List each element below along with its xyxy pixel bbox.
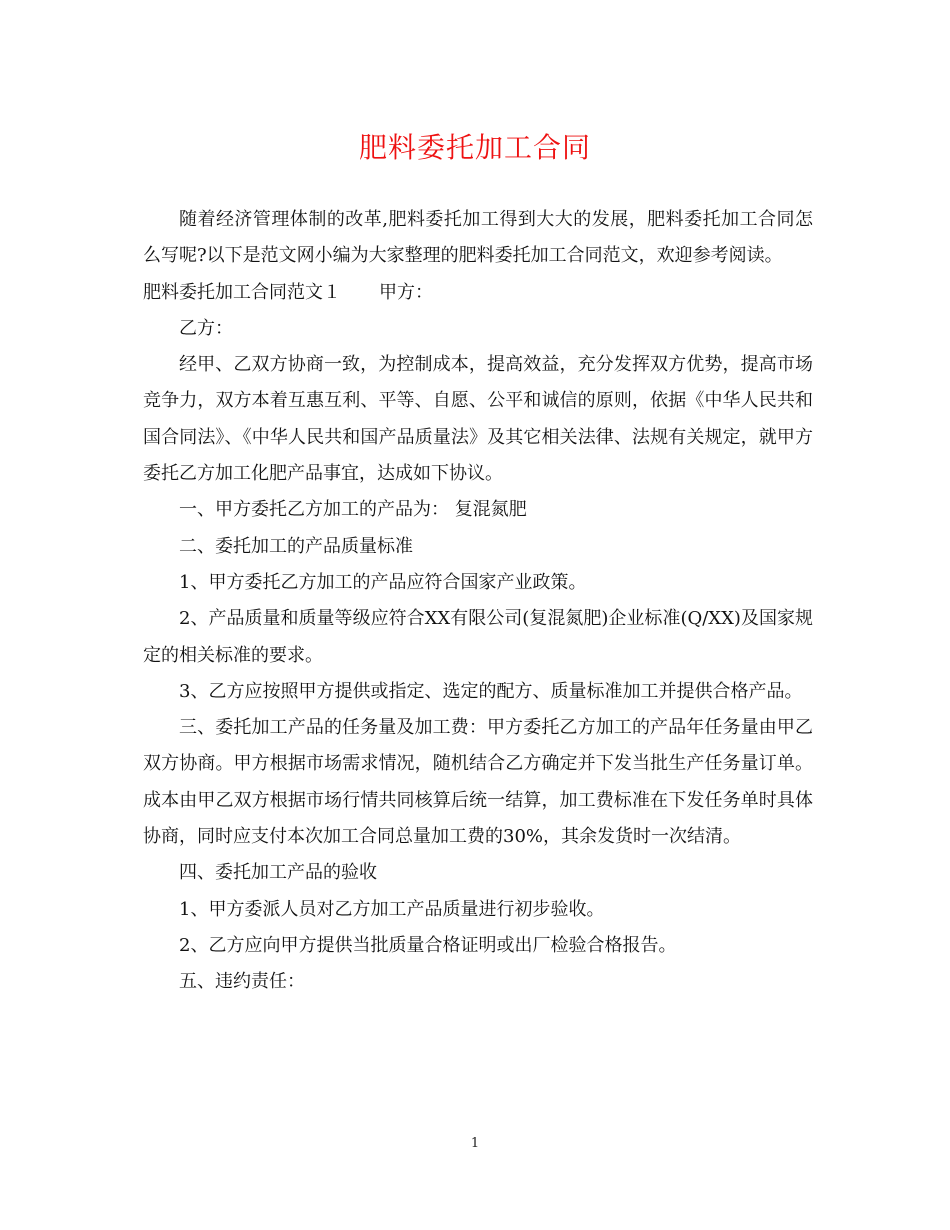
intro-paragraph: 随着经济管理体制的改革,肥料委托加工得到大大的发展，肥料委托加工合同怎么写呢?以下是范文网小编为大家整理的肥料委托加工合同范文，欢迎参考阅读。 (143, 209, 813, 267)
sample-label: 肥料委托加工合同范文１ (143, 281, 341, 303)
body-paragraph: 三、委托加工产品的任务量及加工费：甲方委托乙方加工的产品年任务量由甲乙双方协商。甲方根据市场需求情况，随机结合乙方确定并下发当批生产任务量订单。成本由甲乙双方根据市场行情共同核算后统一结算，加工费标准在下发任务单时具体协商，同时应支付本次加工合同总量加工费的30%，其余发货时一次结清。 (143, 717, 813, 848)
party-b-label: 乙方： (179, 317, 233, 339)
body-paragraph: 3、乙方应按照甲方提供或指定、选定的配方、质量标准加工并提供合格产品。 (179, 680, 803, 702)
body-paragraph: 经甲、乙双方协商一致，为控制成本，提高效益，充分发挥双方优势，提高市场竞争力，双方本着互惠互利、平等、自愿、公平和诚信的原则，依据《中华人民共和国合同法》、《中华人民共和国产品质量法》及其它相关法律、法规有关规定，就甲方委托乙方加工化肥产品事宜，达成如下协议。 (143, 354, 813, 485)
sample-heading-line (143, 275, 813, 311)
section-heading: 四、委托加工产品的验收 (179, 862, 377, 884)
body-paragraph: 一、甲方委托乙方加工的产品为： 复混氮肥 (179, 499, 527, 521)
section-heading: 二、委托加工的产品质量标准 (179, 535, 413, 557)
document-title: 肥料委托加工合同 (358, 131, 591, 164)
party-a-label: 甲方： (379, 281, 433, 303)
body-paragraph: 1、甲方委托乙方加工的产品应符合国家产业政策。 (179, 571, 587, 593)
page-number: 1 (470, 1136, 480, 1151)
section-heading: 五、违约责任： (179, 971, 305, 993)
document-body (143, 202, 813, 1001)
body-paragraph: 2、产品质量和质量等级应符合XX有限公司(复混氮肥)企业标准(Q/XX)及国家规定的相关标准的要求。 (143, 608, 813, 666)
body-paragraph: 2、乙方应向甲方提供当批质量合格证明或出厂检验合格报告。 (179, 934, 677, 956)
body-paragraph: 1、甲方委派人员对乙方加工产品质量进行初步验收。 (179, 898, 605, 920)
